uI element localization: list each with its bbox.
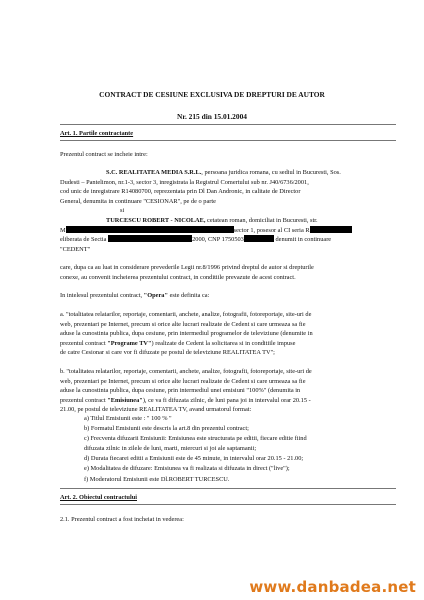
clause-b-line: aduse la cunostinta publica, dupa cesiune, prin intermediul unei emisiuni "100%" (denumita in — [60, 387, 301, 394]
party1-detail-line: General, denumita in continuare "CESIONAR", pe de o parte — [60, 197, 216, 205]
list-item: f) Moderatorul Emisiunii este Dl.ROBERT TURCESCU. — [84, 475, 230, 483]
clause-a-line: prezentul contract "Programe TV") realizate de Cedent la solicitarea si in conditiile impuse — [60, 339, 296, 347]
party1-detail-line: Dudesti – Pantelimon, nr.1-3, sector 3, inregistrata la Registrul Comertului sub nr. J40/6736/2001, — [60, 178, 309, 186]
list-item: difuzata zilnic in zilele de luni, marti, miercuri si joi ale saptamanii; — [84, 445, 257, 453]
clause-a-line: web, prezentari pe Internet, precum si orice alte lucrari realizate de Cedent si care urmeaza sa fie — [60, 320, 306, 328]
list-item: b) Formatul Emisiunii este descris la art.8 din prezentul contract; — [84, 425, 249, 433]
format-list — [84, 414, 307, 485]
party2-cedent-line: "CEDENT" — [60, 245, 91, 253]
contract-title: CONTRACT DE CESIUNE EXCLUSIVA DE DREPTURI DE AUTOR — [99, 90, 325, 99]
divider — [60, 124, 396, 125]
redaction-box — [66, 226, 234, 233]
divider — [60, 140, 396, 141]
contract-number: Nr. 215 din 15.01.2004 — [177, 112, 247, 121]
opera-definition-line: In intelesul prezentului contract, "Opera" este definita ca: — [60, 292, 210, 299]
clause-a-line: aduse la cunostinta publica, dupa cesiune, prin intermediul programelor de televiziune (denumite in — [60, 330, 313, 337]
clause-a-line: de catre Cesionar si care vor fi difuzate pe postul de televiziune REALITATEA TV"; — [60, 349, 275, 356]
art2-line: 2.1. Prezentul contract a fost incheiat in vederea: — [60, 516, 184, 523]
clause-b-line: 21.00, pe postul de televiziune REALITATEA TV, avand urmatorul format: — [60, 406, 252, 413]
party1-detail-line: cod unic de inregistrare R14080700, reprezentata prin Dl Dan Andronic, in calitate de Director — [60, 188, 301, 195]
watermark-text: www.danbadea.net — [249, 578, 416, 596]
clause-b-line: web, prezentari pe Internet, precum si orice alte lucrari realizate de Cedent si care urmeaza sa fie — [60, 377, 306, 385]
party2-name: TURCESCU ROBERT - NICOLAE, — [106, 217, 206, 224]
party2-line: TURCESCU ROBERT - NICOLAE, cetatean roman, domiciliat in Bucuresti, str. — [106, 217, 318, 224]
and-word: si — [120, 207, 125, 214]
party2-id-line: eliberata de Sectia 2000, CNP 1750503 denumit in continuare — [60, 236, 332, 243]
art1-heading: Art. 1. Partile contractante — [60, 130, 134, 137]
party1-name: S.C. REALITATEA MEDIA S.R.L. — [106, 169, 202, 176]
list-item: e) Modalitatea de difuzare: Emisiunea va fi realizata si difuzata in direct ("live"); — [84, 465, 290, 473]
redaction-box — [108, 235, 192, 242]
intro-line: Prezentul contract se incheie intre: — [60, 151, 148, 158]
clause-a-line: a. "totalitatea relatarilor, reportaje, comentarii, anchete, analize, fotografii, fotoreportaje, site-uri de — [60, 311, 312, 318]
redaction-box — [310, 226, 352, 233]
list-item: d) Durata fiecarei editii a Emisiunii este de 45 minute, in intervalul orar 20.15 - 21.00; — [84, 455, 304, 463]
list-item: a) Titlul Emisiunii este : " 100 % " — [84, 415, 172, 422]
law-line: care, dupa ca au luat in considerare prevederile Legii nr.8/1996 privind dreptul de autor si drepturile — [60, 264, 314, 271]
party1-line: S.C. REALITATEA MEDIA S.R.L., persoana juridica romana, cu sediul in Bucuresti, Sos. — [106, 169, 341, 176]
party2-address-line: M sector 1, posesor al CI seria R — [60, 226, 352, 236]
list-item: c) Frecventa difuzarii Emisiunii: Emisiunea este structurata pe editii, fiecare editie fiind — [84, 435, 307, 443]
clause-b-line: b. "totalitatea relatarilor, reportaje, comentarii, anchete, analize, fotografii, fotoreportaje, site-uri de — [60, 368, 312, 375]
law-line: conexe, au convenit incheierea prezentului contract, in conditiile prevazute de acest contract. — [60, 273, 296, 281]
divider — [60, 488, 396, 489]
divider — [60, 504, 396, 505]
redaction-box — [244, 235, 274, 242]
clause-b-line: prezentul contract "Emisiunea"), ce va fi difuzata zilnic, de luni pana joi in intervalul orar 20.15 - — [60, 396, 311, 404]
art2-heading: Art. 2. Obiectul contractului — [60, 494, 137, 501]
